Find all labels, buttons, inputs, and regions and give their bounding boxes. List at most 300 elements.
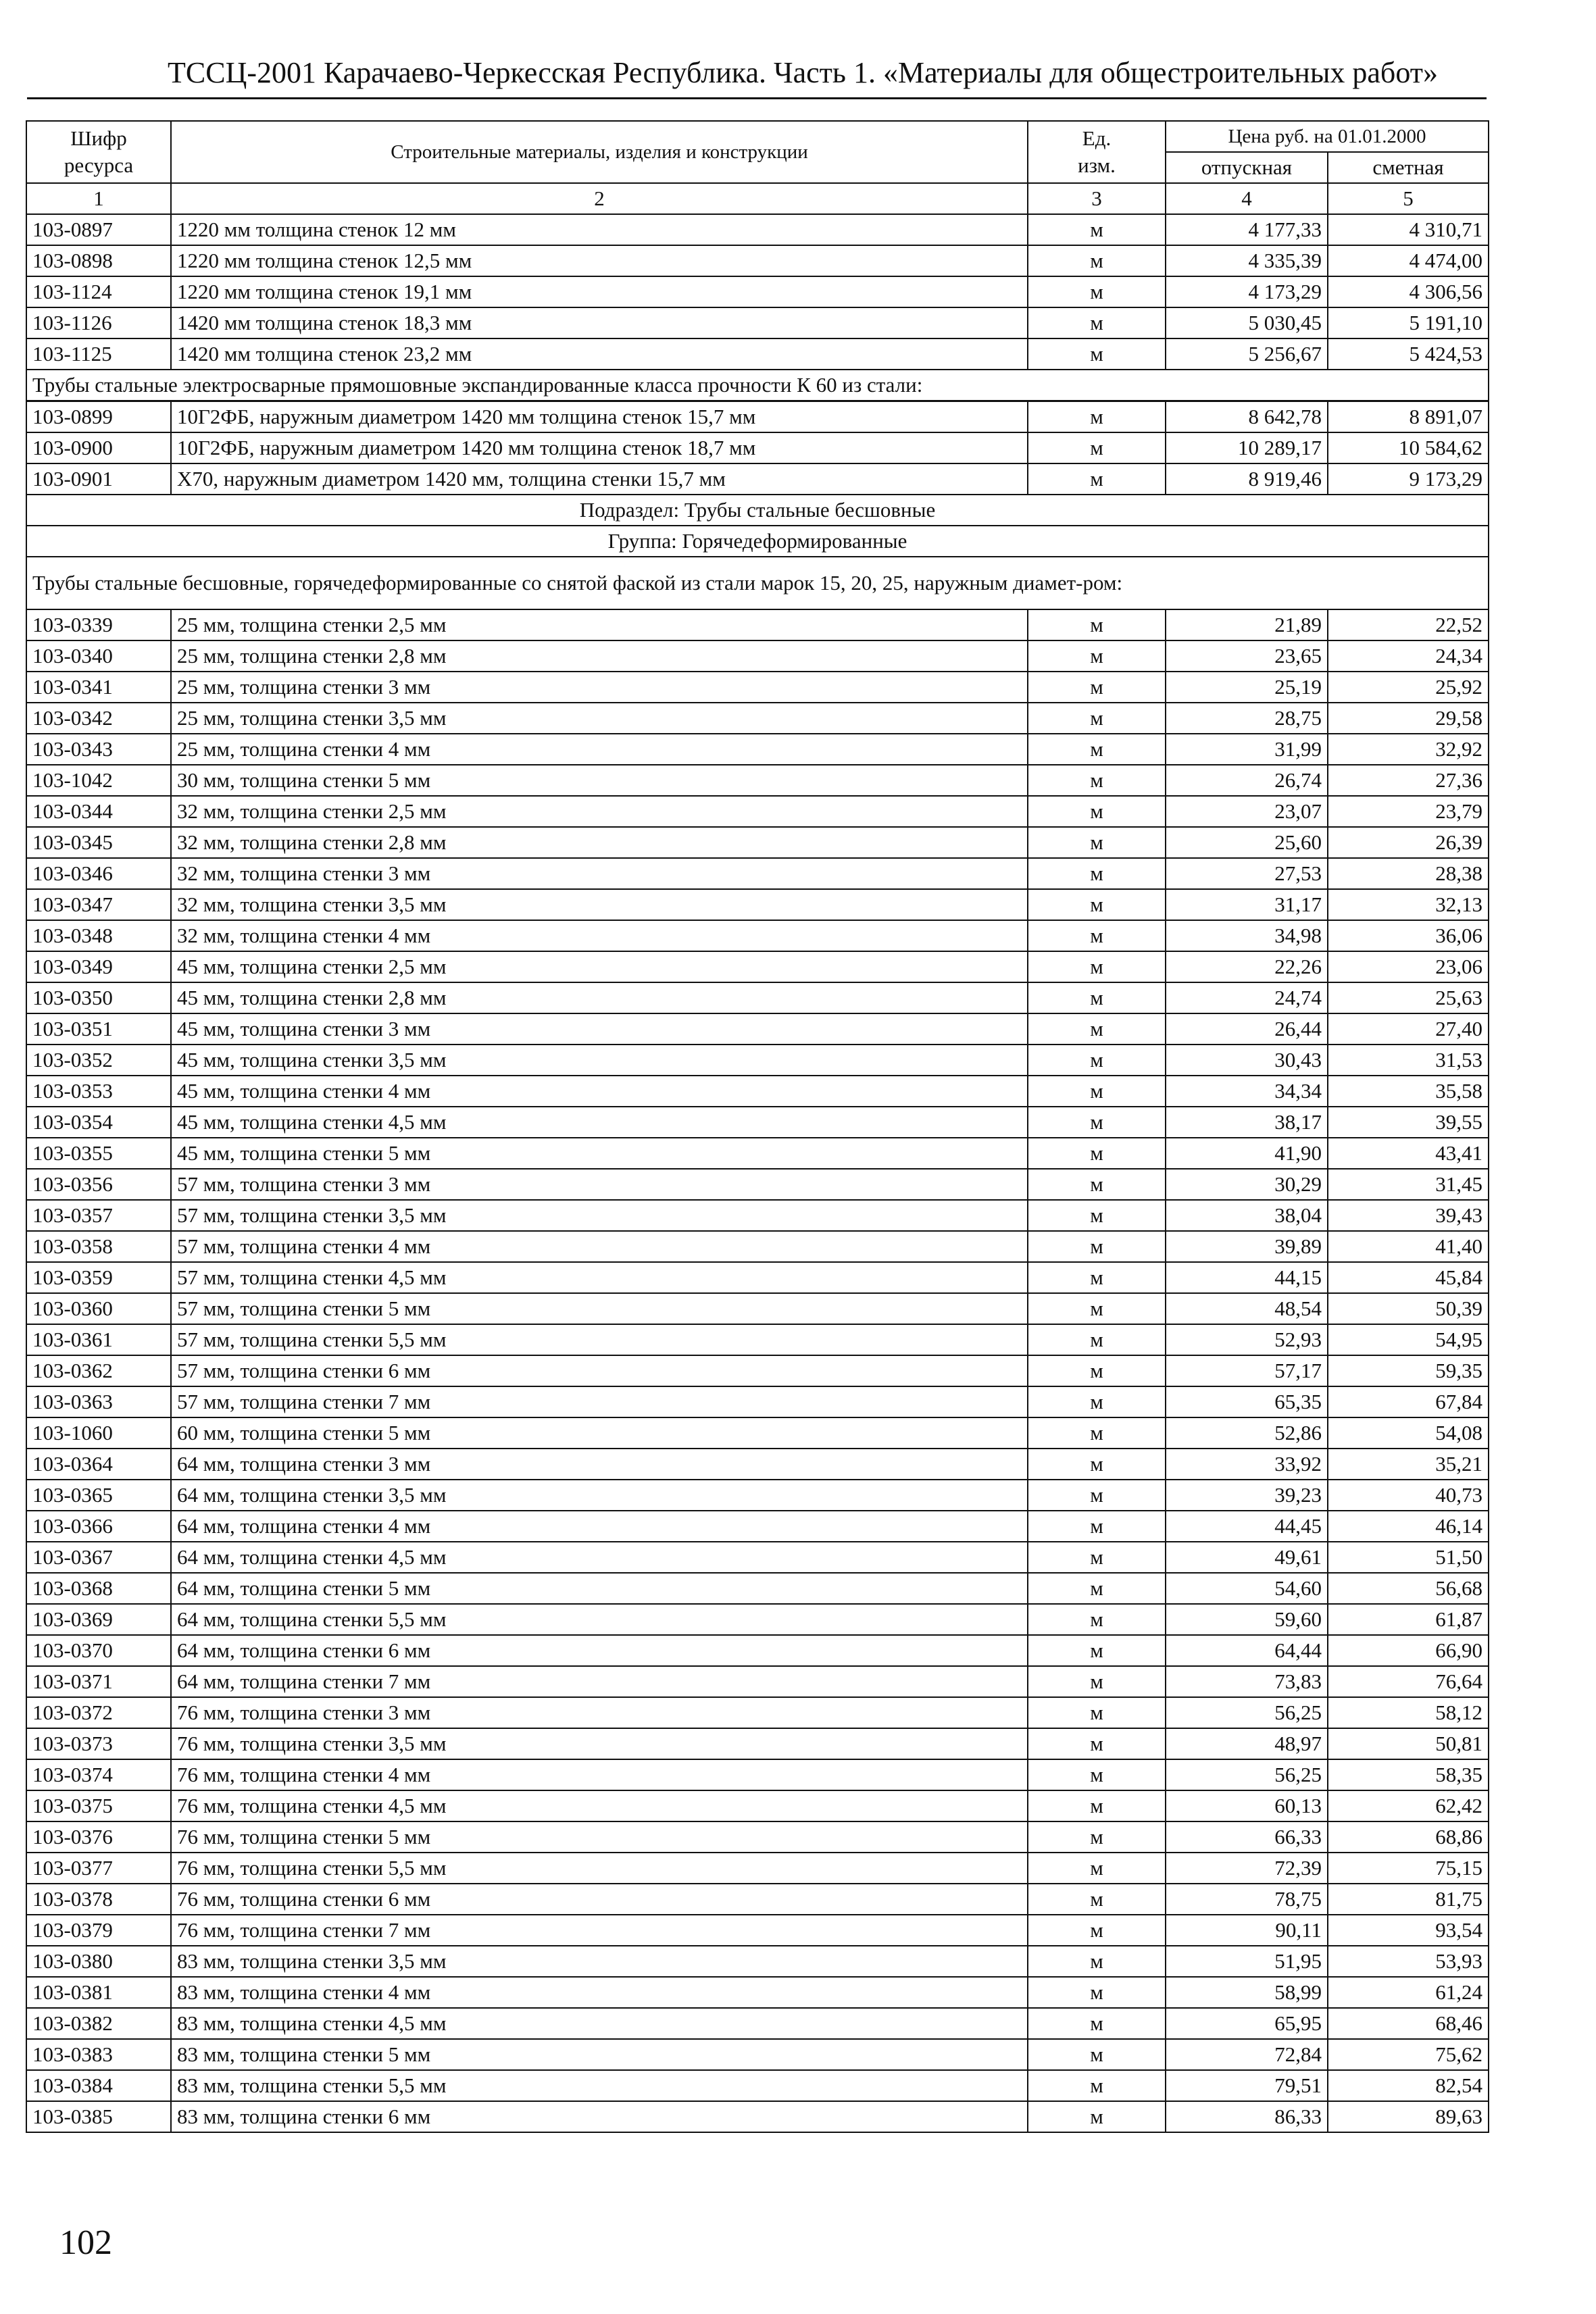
- cell-code: 103-0350: [26, 982, 171, 1013]
- cell-unit: м: [1028, 1449, 1166, 1480]
- table-row: [26, 1759, 1489, 1790]
- cell-name: 25 мм, толщина стенки 2,5 мм: [171, 609, 1028, 640]
- cell-unit: м: [1028, 432, 1166, 463]
- cell-unit: м: [1028, 1666, 1166, 1697]
- cell-est: 43,41: [1328, 1138, 1489, 1169]
- table-header-row: [26, 121, 1489, 152]
- cell-unit: м: [1028, 1697, 1166, 1728]
- col-header-unit: Ед. изм.: [1028, 121, 1166, 183]
- cell-name: 57 мм, толщина стенки 7 мм: [171, 1386, 1028, 1417]
- cell-est: 32,92: [1328, 734, 1489, 765]
- cell-sell: 26,44: [1166, 1013, 1328, 1045]
- cell-sell: 38,04: [1166, 1200, 1328, 1231]
- cell-sell: 23,07: [1166, 796, 1328, 827]
- cell-est: 22,52: [1328, 609, 1489, 640]
- table-row: [26, 703, 1489, 734]
- cell-name: 64 мм, толщина стенки 5,5 мм: [171, 1604, 1028, 1635]
- cell-unit: м: [1028, 1542, 1166, 1573]
- cell-name: 32 мм, толщина стенки 3,5 мм: [171, 889, 1028, 920]
- cell-code: 103-0382: [26, 2008, 171, 2039]
- cell-sell: 65,35: [1166, 1386, 1328, 1417]
- cell-unit: м: [1028, 765, 1166, 796]
- cell-sell: 27,53: [1166, 858, 1328, 889]
- table-row: [26, 765, 1489, 796]
- cell-unit: м: [1028, 463, 1166, 495]
- table-row: [26, 1821, 1489, 1853]
- cell-name: 32 мм, толщина стенки 2,5 мм: [171, 796, 1028, 827]
- table-row: [26, 982, 1489, 1013]
- cell-sell: 34,34: [1166, 1076, 1328, 1107]
- cell-est: 27,40: [1328, 1013, 1489, 1045]
- cell-sell: 90,11: [1166, 1915, 1328, 1946]
- cell-sell: 86,33: [1166, 2101, 1328, 2132]
- cell-est: 5 424,53: [1328, 338, 1489, 370]
- cell-code: 103-0355: [26, 1138, 171, 1169]
- cell-sell: 49,61: [1166, 1542, 1328, 1573]
- cell-unit: м: [1028, 640, 1166, 672]
- cell-name: 1220 мм толщина стенок 12,5 мм: [171, 245, 1028, 276]
- cell-code: 103-0378: [26, 1884, 171, 1915]
- cell-code: 103-0380: [26, 1946, 171, 1977]
- cell-name: 64 мм, толщина стенки 7 мм: [171, 1666, 1028, 1697]
- col-header-price-sell: отпускная: [1166, 152, 1328, 183]
- cell-name: 32 мм, толщина стенки 4 мм: [171, 920, 1028, 951]
- cell-name: 76 мм, толщина стенки 5,5 мм: [171, 1853, 1028, 1884]
- cell-est: 36,06: [1328, 920, 1489, 951]
- col-number: 4: [1166, 183, 1328, 214]
- cell-code: 103-0345: [26, 827, 171, 858]
- table-row: [26, 1915, 1489, 1946]
- table-row: [26, 1107, 1489, 1138]
- cell-sell: 59,60: [1166, 1604, 1328, 1635]
- cell-code: 103-0362: [26, 1355, 171, 1386]
- table-row: [26, 1449, 1489, 1480]
- cell-est: 53,93: [1328, 1946, 1489, 1977]
- cell-name: 83 мм, толщина стенки 4,5 мм: [171, 2008, 1028, 2039]
- cell-code: 103-0339: [26, 609, 171, 640]
- table-row: [26, 1511, 1489, 1542]
- cell-name: 25 мм, толщина стенки 4 мм: [171, 734, 1028, 765]
- price-table: [26, 120, 1489, 2133]
- cell-est: 25,63: [1328, 982, 1489, 1013]
- cell-unit: м: [1028, 1635, 1166, 1666]
- cell-code: 103-1042: [26, 765, 171, 796]
- table-row: [26, 1231, 1489, 1262]
- cell-code: 103-0361: [26, 1324, 171, 1355]
- cell-unit: м: [1028, 307, 1166, 338]
- cell-code: 103-0365: [26, 1480, 171, 1511]
- cell-sell: 8 919,46: [1166, 463, 1328, 495]
- cell-code: 103-0369: [26, 1604, 171, 1635]
- table-row: [26, 214, 1489, 245]
- cell-name: 45 мм, толщина стенки 2,5 мм: [171, 951, 1028, 982]
- cell-name: 57 мм, толщина стенки 3 мм: [171, 1169, 1028, 1200]
- cell-name: 76 мм, толщина стенки 3 мм: [171, 1697, 1028, 1728]
- cell-est: 89,63: [1328, 2101, 1489, 2132]
- cell-unit: м: [1028, 276, 1166, 307]
- cell-sell: 78,75: [1166, 1884, 1328, 1915]
- table-row: [26, 920, 1489, 951]
- cell-name: 1420 мм толщина стенок 18,3 мм: [171, 307, 1028, 338]
- table-row: [26, 338, 1489, 370]
- cell-code: 103-0375: [26, 1790, 171, 1821]
- table-row: [26, 1946, 1489, 1977]
- cell-code: 103-0901: [26, 463, 171, 495]
- cell-name: 1220 мм толщина стенок 12 мм: [171, 214, 1028, 245]
- cell-code: 103-0341: [26, 672, 171, 703]
- cell-code: 103-0357: [26, 1200, 171, 1231]
- cell-name: 76 мм, толщина стенки 4,5 мм: [171, 1790, 1028, 1821]
- cell-name: 76 мм, толщина стенки 3,5 мм: [171, 1728, 1028, 1759]
- table-row: [26, 1884, 1489, 1915]
- cell-est: 4 306,56: [1328, 276, 1489, 307]
- table-row: [26, 1169, 1489, 1200]
- cell-name: 45 мм, толщина стенки 3,5 мм: [171, 1045, 1028, 1076]
- cell-est: 75,15: [1328, 1853, 1489, 1884]
- cell-est: 59,35: [1328, 1355, 1489, 1386]
- cell-unit: м: [1028, 951, 1166, 982]
- cell-code: 103-0353: [26, 1076, 171, 1107]
- cell-name: 83 мм, толщина стенки 3,5 мм: [171, 1946, 1028, 1977]
- cell-sell: 52,93: [1166, 1324, 1328, 1355]
- cell-code: 103-0381: [26, 1977, 171, 2008]
- cell-unit: м: [1028, 920, 1166, 951]
- cell-code: 103-0348: [26, 920, 171, 951]
- table-row: [26, 889, 1489, 920]
- cell-name: 45 мм, толщина стенки 4,5 мм: [171, 1107, 1028, 1138]
- cell-code: 103-1060: [26, 1417, 171, 1449]
- cell-name: 45 мм, толщина стенки 3 мм: [171, 1013, 1028, 1045]
- cell-name: Х70, наружным диаметром 1420 мм, толщина стенки 15,7 мм: [171, 463, 1028, 495]
- cell-unit: м: [1028, 609, 1166, 640]
- cell-code: 103-0356: [26, 1169, 171, 1200]
- cell-name: 57 мм, толщина стенки 5 мм: [171, 1293, 1028, 1324]
- cell-sell: 39,23: [1166, 1480, 1328, 1511]
- cell-code: 103-0344: [26, 796, 171, 827]
- cell-sell: 8 642,78: [1166, 401, 1328, 433]
- group-title-row: [26, 526, 1489, 557]
- column-number-row: [26, 183, 1489, 214]
- cell-name: 83 мм, толщина стенки 5,5 мм: [171, 2070, 1028, 2101]
- cell-code: 103-0342: [26, 703, 171, 734]
- cell-code: 103-0372: [26, 1697, 171, 1728]
- cell-est: 39,43: [1328, 1200, 1489, 1231]
- cell-unit: м: [1028, 1076, 1166, 1107]
- cell-name: 32 мм, толщина стенки 2,8 мм: [171, 827, 1028, 858]
- note-text: Трубы стальные электросварные прямошовные экспандированные класса прочности К 60 из стали:: [26, 370, 1489, 401]
- cell-est: 29,58: [1328, 703, 1489, 734]
- cell-sell: 30,43: [1166, 1045, 1328, 1076]
- table-row: [26, 1293, 1489, 1324]
- cell-sell: 60,13: [1166, 1790, 1328, 1821]
- cell-unit: м: [1028, 1138, 1166, 1169]
- cell-sell: 65,95: [1166, 2008, 1328, 2039]
- table-row: [26, 1045, 1489, 1076]
- table-row: [26, 1790, 1489, 1821]
- cell-code: 103-0347: [26, 889, 171, 920]
- cell-sell: 48,97: [1166, 1728, 1328, 1759]
- col-number: 3: [1028, 183, 1166, 214]
- table-row: [26, 2008, 1489, 2039]
- cell-sell: 28,75: [1166, 703, 1328, 734]
- cell-code: 103-0343: [26, 734, 171, 765]
- col-header-price-est: сметная: [1328, 152, 1489, 183]
- cell-unit: м: [1028, 1821, 1166, 1853]
- cell-est: 56,68: [1328, 1573, 1489, 1604]
- cell-sell: 66,33: [1166, 1821, 1328, 1853]
- cell-name: 45 мм, толщина стенки 5 мм: [171, 1138, 1028, 1169]
- table-row: [26, 672, 1489, 703]
- cell-est: 23,06: [1328, 951, 1489, 982]
- cell-name: 60 мм, толщина стенки 5 мм: [171, 1417, 1028, 1449]
- cell-sell: 54,60: [1166, 1573, 1328, 1604]
- cell-code: 103-0900: [26, 432, 171, 463]
- cell-unit: м: [1028, 889, 1166, 920]
- cell-name: 64 мм, толщина стенки 3,5 мм: [171, 1480, 1028, 1511]
- table-row: [26, 1417, 1489, 1449]
- page-number: 102: [59, 2223, 112, 2262]
- cell-est: 40,73: [1328, 1480, 1489, 1511]
- cell-est: 58,12: [1328, 1697, 1489, 1728]
- cell-est: 28,38: [1328, 858, 1489, 889]
- table-row: [26, 1728, 1489, 1759]
- table-row: [26, 2070, 1489, 2101]
- cell-unit: м: [1028, 1573, 1166, 1604]
- cell-sell: 25,19: [1166, 672, 1328, 703]
- cell-name: 32 мм, толщина стенки 3 мм: [171, 858, 1028, 889]
- cell-code: 103-0366: [26, 1511, 171, 1542]
- cell-sell: 72,39: [1166, 1853, 1328, 1884]
- table-row: [26, 1200, 1489, 1231]
- cell-est: 76,64: [1328, 1666, 1489, 1697]
- cell-unit: м: [1028, 1293, 1166, 1324]
- col-number: 1: [26, 183, 171, 214]
- cell-unit: м: [1028, 1045, 1166, 1076]
- cell-code: 103-0351: [26, 1013, 171, 1045]
- cell-sell: 44,15: [1166, 1262, 1328, 1293]
- table-row: [26, 1697, 1489, 1728]
- cell-est: 5 191,10: [1328, 307, 1489, 338]
- cell-est: 62,42: [1328, 1790, 1489, 1821]
- cell-unit: м: [1028, 1915, 1166, 1946]
- cell-est: 41,40: [1328, 1231, 1489, 1262]
- cell-est: 35,58: [1328, 1076, 1489, 1107]
- cell-sell: 5 256,67: [1166, 338, 1328, 370]
- table-row: [26, 1480, 1489, 1511]
- cell-unit: м: [1028, 2008, 1166, 2039]
- cell-est: 61,24: [1328, 1977, 1489, 2008]
- table-row: [26, 2039, 1489, 2070]
- cell-name: 76 мм, толщина стенки 7 мм: [171, 1915, 1028, 1946]
- cell-code: 103-0359: [26, 1262, 171, 1293]
- page-header: ТССЦ-2001 Карачаево-Черкесская Республика. Часть 1. «Материалы для общестроительных работ»: [168, 56, 1438, 89]
- cell-est: 31,45: [1328, 1169, 1489, 1200]
- table-row: [26, 1635, 1489, 1666]
- cell-unit: м: [1028, 796, 1166, 827]
- cell-unit: м: [1028, 2039, 1166, 2070]
- cell-est: 25,92: [1328, 672, 1489, 703]
- cell-code: 103-0385: [26, 2101, 171, 2132]
- cell-unit: м: [1028, 1107, 1166, 1138]
- cell-unit: м: [1028, 1169, 1166, 1200]
- cell-unit: м: [1028, 734, 1166, 765]
- cell-sell: 48,54: [1166, 1293, 1328, 1324]
- table-row: [26, 827, 1489, 858]
- table-row: [26, 1138, 1489, 1169]
- cell-sell: 10 289,17: [1166, 432, 1328, 463]
- cell-name: 83 мм, толщина стенки 5 мм: [171, 2039, 1028, 2070]
- cell-code: 103-0367: [26, 1542, 171, 1573]
- table-row: [26, 640, 1489, 672]
- cell-unit: м: [1028, 1977, 1166, 2008]
- cell-code: 103-0897: [26, 214, 171, 245]
- cell-code: 103-0363: [26, 1386, 171, 1417]
- table-row: [26, 951, 1489, 982]
- cell-est: 26,39: [1328, 827, 1489, 858]
- subsection-title-row: [26, 495, 1489, 526]
- table-row: [26, 432, 1489, 463]
- cell-name: 83 мм, толщина стенки 4 мм: [171, 1977, 1028, 2008]
- cell-code: 103-0358: [26, 1231, 171, 1262]
- cell-unit: м: [1028, 1759, 1166, 1790]
- cell-est: 4 310,71: [1328, 214, 1489, 245]
- cell-unit: м: [1028, 2070, 1166, 2101]
- cell-sell: 5 030,45: [1166, 307, 1328, 338]
- cell-name: 83 мм, толщина стенки 6 мм: [171, 2101, 1028, 2132]
- cell-sell: 44,45: [1166, 1511, 1328, 1542]
- cell-code: 103-0352: [26, 1045, 171, 1076]
- table-row: [26, 463, 1489, 495]
- cell-est: 81,75: [1328, 1884, 1489, 1915]
- cell-code: 103-0368: [26, 1573, 171, 1604]
- cell-code: 103-1126: [26, 307, 171, 338]
- cell-unit: м: [1028, 1853, 1166, 1884]
- cell-unit: м: [1028, 245, 1166, 276]
- table-row: [26, 1076, 1489, 1107]
- col-header-price-group: Цена руб. на 01.01.2000: [1166, 121, 1489, 152]
- cell-est: 8 891,07: [1328, 401, 1489, 433]
- cell-code: 103-0384: [26, 2070, 171, 2101]
- cell-est: 46,14: [1328, 1511, 1489, 1542]
- cell-name: 1220 мм толщина стенок 19,1 мм: [171, 276, 1028, 307]
- cell-code: 103-0370: [26, 1635, 171, 1666]
- table-row: [26, 1355, 1489, 1386]
- note-text-row: [26, 370, 1489, 401]
- table-row: [26, 1542, 1489, 1573]
- cell-sell: 4 335,39: [1166, 245, 1328, 276]
- cell-unit: м: [1028, 1231, 1166, 1262]
- cell-sell: 73,83: [1166, 1666, 1328, 1697]
- cell-name: 64 мм, толщина стенки 4 мм: [171, 1511, 1028, 1542]
- cell-est: 27,36: [1328, 765, 1489, 796]
- cell-est: 10 584,62: [1328, 432, 1489, 463]
- cell-name: 64 мм, толщина стенки 5 мм: [171, 1573, 1028, 1604]
- cell-code: 103-0371: [26, 1666, 171, 1697]
- cell-sell: 31,99: [1166, 734, 1328, 765]
- cell-est: 4 474,00: [1328, 245, 1489, 276]
- cell-sell: 24,74: [1166, 982, 1328, 1013]
- cell-name: 57 мм, толщина стенки 3,5 мм: [171, 1200, 1028, 1231]
- cell-unit: м: [1028, 338, 1166, 370]
- cell-est: 35,21: [1328, 1449, 1489, 1480]
- cell-code: 103-0377: [26, 1853, 171, 1884]
- table-row: [26, 401, 1489, 433]
- cell-code: 103-0899: [26, 401, 171, 433]
- cell-unit: м: [1028, 1200, 1166, 1231]
- table-row: [26, 1262, 1489, 1293]
- header-rule: [27, 97, 1487, 99]
- cell-sell: 57,17: [1166, 1355, 1328, 1386]
- cell-sell: 21,89: [1166, 609, 1328, 640]
- cell-unit: м: [1028, 1790, 1166, 1821]
- cell-code: 103-0346: [26, 858, 171, 889]
- cell-est: 51,50: [1328, 1542, 1489, 1573]
- cell-code: 103-0379: [26, 1915, 171, 1946]
- cell-unit: м: [1028, 1355, 1166, 1386]
- cell-name: 57 мм, толщина стенки 5,5 мм: [171, 1324, 1028, 1355]
- cell-code: 103-0383: [26, 2039, 171, 2070]
- cell-est: 68,86: [1328, 1821, 1489, 1853]
- note-text-row: [26, 557, 1489, 609]
- cell-est: 9 173,29: [1328, 463, 1489, 495]
- cell-est: 61,87: [1328, 1604, 1489, 1635]
- cell-unit: м: [1028, 1324, 1166, 1355]
- cell-unit: м: [1028, 672, 1166, 703]
- cell-name: 64 мм, толщина стенки 6 мм: [171, 1635, 1028, 1666]
- cell-est: 58,35: [1328, 1759, 1489, 1790]
- cell-unit: м: [1028, 982, 1166, 1013]
- table-row: [26, 2101, 1489, 2132]
- cell-est: 50,81: [1328, 1728, 1489, 1759]
- cell-name: 64 мм, толщина стенки 3 мм: [171, 1449, 1028, 1480]
- cell-est: 39,55: [1328, 1107, 1489, 1138]
- col-header-name: Строительные материалы, изделия и конструкции: [171, 121, 1028, 183]
- cell-est: 54,95: [1328, 1324, 1489, 1355]
- table-row: [26, 276, 1489, 307]
- cell-code: 103-0374: [26, 1759, 171, 1790]
- table-row: [26, 609, 1489, 640]
- cell-est: 31,53: [1328, 1045, 1489, 1076]
- cell-name: 45 мм, толщина стенки 2,8 мм: [171, 982, 1028, 1013]
- cell-est: 75,62: [1328, 2039, 1489, 2070]
- col-number: 2: [171, 183, 1028, 214]
- cell-est: 50,39: [1328, 1293, 1489, 1324]
- cell-code: 103-0898: [26, 245, 171, 276]
- cell-unit: м: [1028, 1884, 1166, 1915]
- cell-sell: 38,17: [1166, 1107, 1328, 1138]
- cell-name: 76 мм, толщина стенки 4 мм: [171, 1759, 1028, 1790]
- cell-name: 30 мм, толщина стенки 5 мм: [171, 765, 1028, 796]
- cell-unit: м: [1028, 1946, 1166, 1977]
- cell-name: 25 мм, толщина стенки 3 мм: [171, 672, 1028, 703]
- cell-name: 45 мм, толщина стенки 4 мм: [171, 1076, 1028, 1107]
- col-number: 5: [1328, 183, 1489, 214]
- cell-sell: 51,95: [1166, 1946, 1328, 1977]
- table-row: [26, 1573, 1489, 1604]
- cell-name: 76 мм, толщина стенки 5 мм: [171, 1821, 1028, 1853]
- cell-est: 66,90: [1328, 1635, 1489, 1666]
- note-text: Трубы стальные бесшовные, горячедеформированные со снятой фаской из стали марок 15, 20, 25, наружным диамет-ром:: [26, 557, 1489, 609]
- cell-sell: 33,92: [1166, 1449, 1328, 1480]
- cell-sell: 58,99: [1166, 1977, 1328, 2008]
- cell-unit: м: [1028, 1511, 1166, 1542]
- table-row: [26, 245, 1489, 276]
- cell-code: 103-1125: [26, 338, 171, 370]
- cell-sell: 72,84: [1166, 2039, 1328, 2070]
- cell-est: 45,84: [1328, 1262, 1489, 1293]
- cell-name: 64 мм, толщина стенки 4,5 мм: [171, 1542, 1028, 1573]
- cell-name: 1420 мм толщина стенок 23,2 мм: [171, 338, 1028, 370]
